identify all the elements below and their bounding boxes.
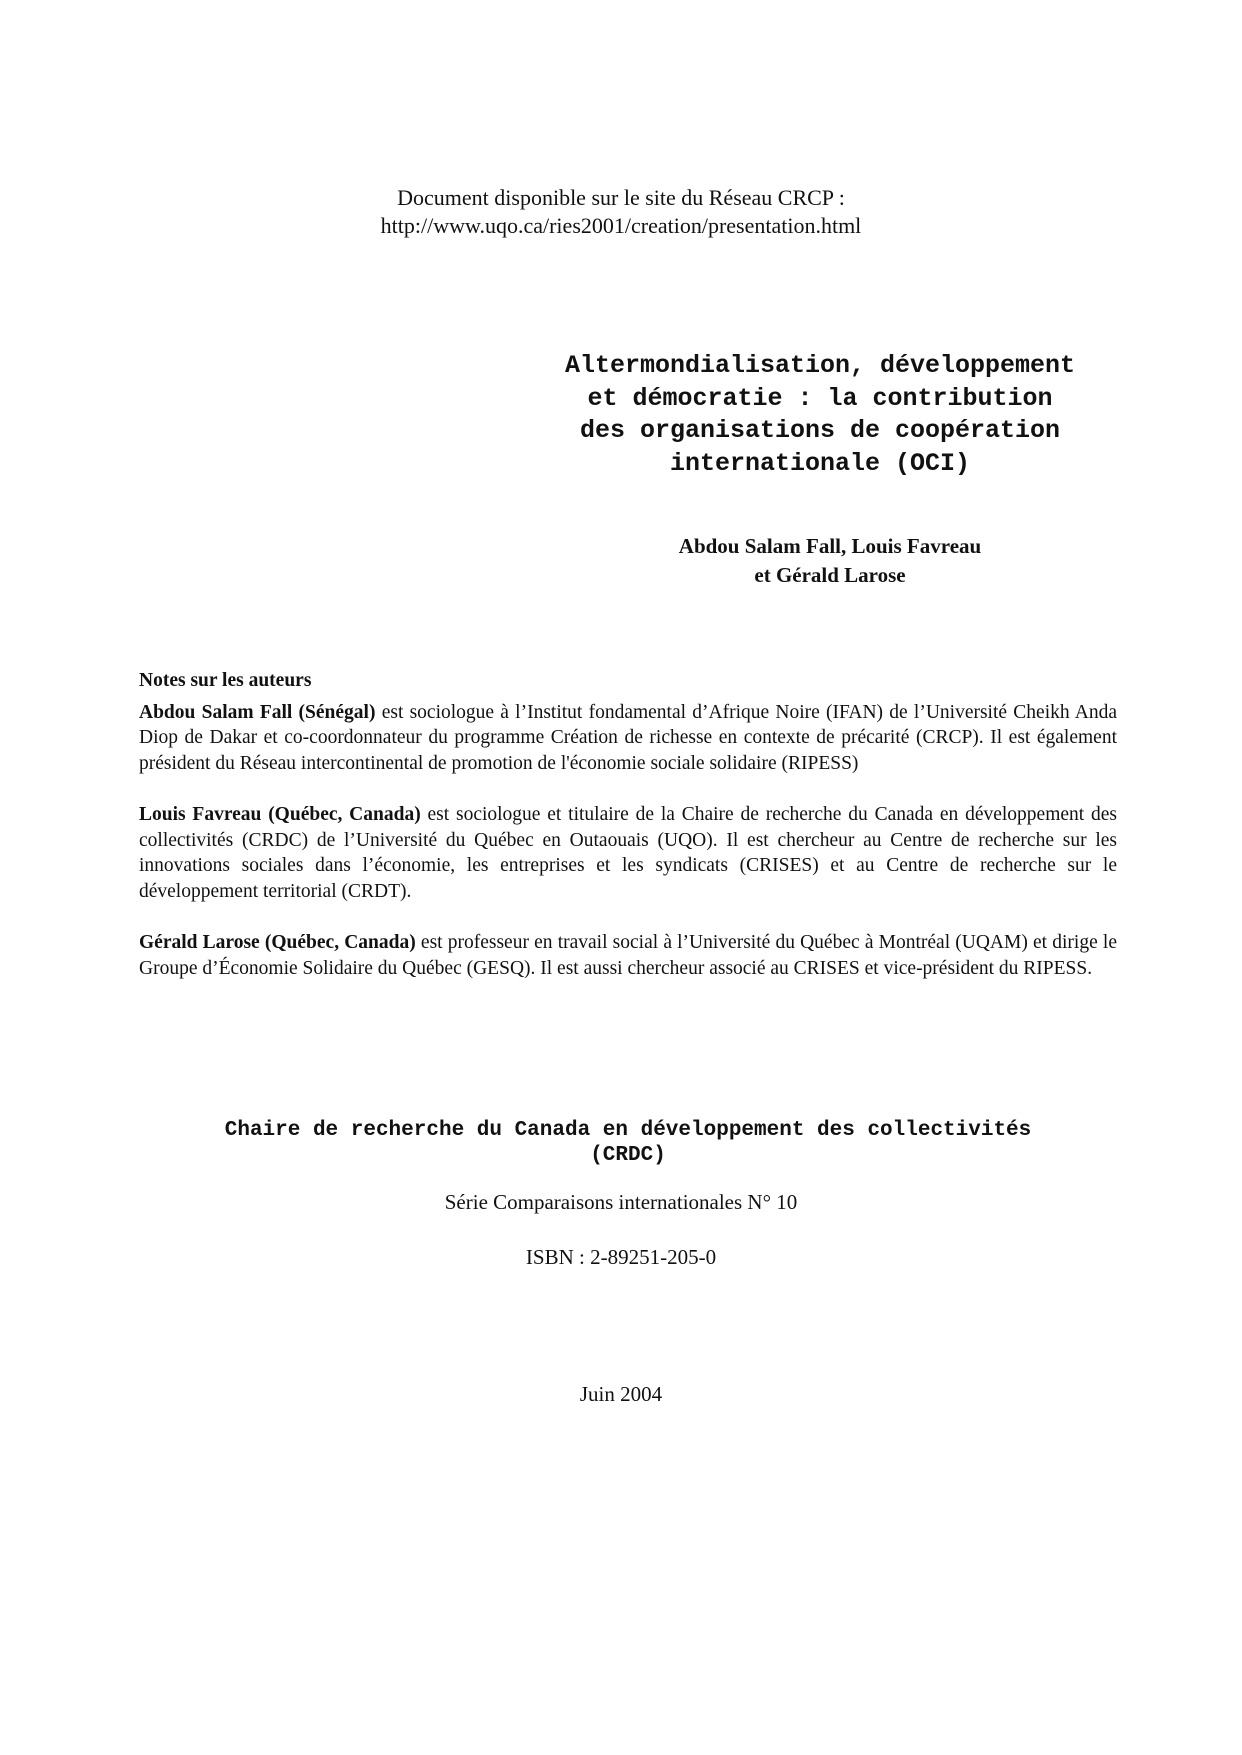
title-line: Altermondialisation, développement xyxy=(564,351,1076,380)
author-note-fall xyxy=(139,700,1117,777)
author-note-text: est sociologue à l’Institut fondamental d’Afrique Noire (IFAN) de l’Université Cheikh Anda Diop de Dakar et co-coordonnateur du programme Création de richesse en contexte de précarité (CRCP). Il est également président du Réseau intercontinental de promotion de l'économie sociale solidaire (RIPESS) xyxy=(139,701,1117,774)
author-note-name: Gérald Larose (Québec, Canada) xyxy=(139,932,416,953)
title-line: internationale (OCI) xyxy=(669,448,971,478)
availability-url: http://www.uqo.ca/ries2001/creation/presentation.html xyxy=(380,213,862,238)
chair-acronym: (CRDC) xyxy=(590,1144,666,1167)
title-line: des organisations de coopération xyxy=(579,416,1061,445)
chair-name: Chaire de recherche du Canada en développement des collectivités xyxy=(224,1119,1032,1142)
author-notes xyxy=(139,668,1117,1007)
document-title xyxy=(520,350,1120,480)
author-note-text: est sociologue et titulaire de la Chaire de recherche du Canada en développement des collectivités (CRDC) de l’Université du Québec en Outaouais (UQO). Il est chercheur au Centre de recherche sur les innovations sociales dans l’économie, les entreprises et les syndicats (CRISES) et au Centre de recherche sur le développement territorial (CRDT). xyxy=(139,804,1117,902)
authors-line: et Gérald Larose xyxy=(754,563,906,587)
notes-heading: Notes sur les auteurs xyxy=(139,670,312,691)
availability-notice xyxy=(0,184,1242,240)
authors-line: Abdou Salam Fall, Louis Favreau xyxy=(678,534,982,558)
author-note-name: Abdou Salam Fall (Sénégal) xyxy=(139,701,376,723)
authors xyxy=(620,532,1040,590)
research-chair xyxy=(139,1118,1117,1168)
availability-text: Document disponible sur le site du Réseau CRCP : xyxy=(397,185,845,210)
title-line: et démocratie : la contribution xyxy=(587,383,1053,413)
isbn: ISBN : 2-89251-205-0 xyxy=(525,1245,717,1269)
publication-date: Juin 2004 xyxy=(579,1382,663,1406)
series-info: Série Comparaisons internationales N° 10 xyxy=(444,1190,798,1214)
author-note-name: Louis Favreau (Québec, Canada) xyxy=(139,804,421,825)
author-note-favreau xyxy=(139,802,1117,904)
author-note-larose xyxy=(139,930,1117,981)
author-note-text: est professeur en travail social à l’Université du Québec à Montréal (UQAM) et dirige le Groupe d’Économie Solidaire du Québec (GESQ). Il est aussi chercheur associé au CRISES et vice-président du RIPESS. xyxy=(139,932,1117,979)
